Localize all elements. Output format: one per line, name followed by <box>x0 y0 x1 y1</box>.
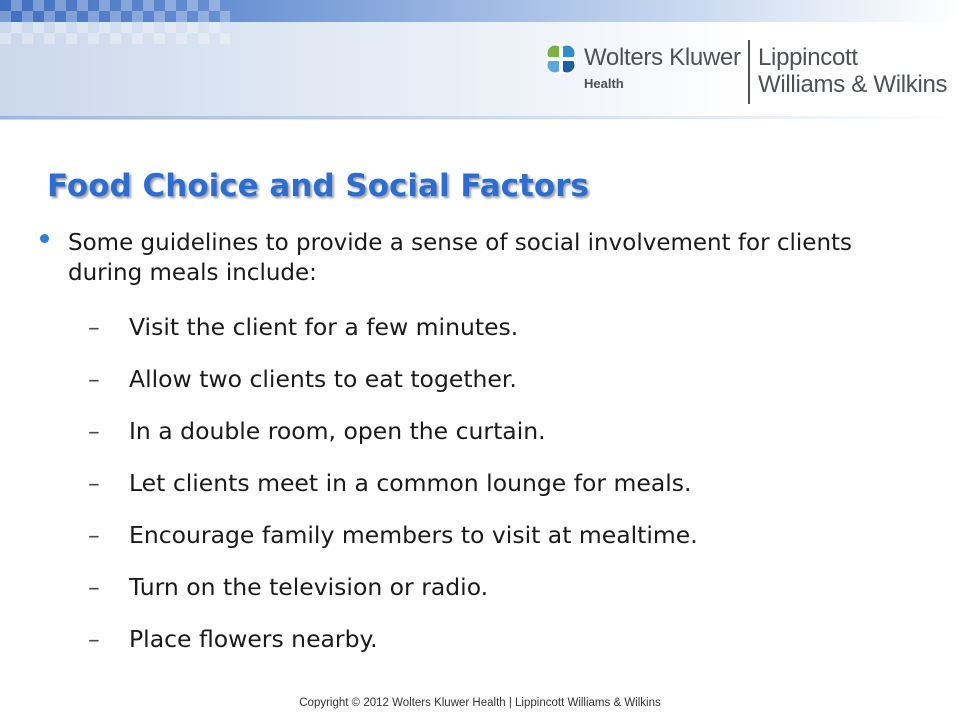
slide-title: Food Choice and Social Factors <box>47 168 589 204</box>
logo-imprint-line1: Lippincott <box>758 44 858 71</box>
logo-company-name: Wolters Kluwer <box>584 44 741 71</box>
logo-divider <box>748 40 750 104</box>
wolters-kluwer-logo-icon <box>544 42 578 76</box>
dash-marker: – <box>88 573 100 601</box>
logo-division: Health <box>584 76 624 91</box>
sub-bullet-text: Allow two clients to eat together. <box>129 365 517 393</box>
dash-marker: – <box>88 417 100 445</box>
main-bullet-text: Some guidelines to provide a sense of social involvement for clients during meals include: <box>68 230 853 286</box>
header-checker-pattern <box>0 0 230 44</box>
sub-bullet-text: Let clients meet in a common lounge for meals. <box>129 469 692 497</box>
dash-marker: – <box>88 625 100 653</box>
copyright-footer: Copyright © 2012 Wolters Kluwer Health | Lippincott Williams & Wilkins <box>299 697 661 709</box>
dash-marker: – <box>88 521 100 549</box>
header-banner <box>0 0 960 120</box>
sub-bullet-text: Encourage family members to visit at mealtime. <box>129 521 698 549</box>
logo-imprint-line2: Williams & Wilkins <box>758 71 948 98</box>
dash-marker: – <box>88 313 100 341</box>
bullet-dot-icon <box>40 234 49 243</box>
sub-bullet-text: In a double room, open the curtain. <box>129 417 546 445</box>
header-divider <box>0 116 960 119</box>
dash-marker: – <box>88 365 100 393</box>
sub-bullet-text: Turn on the television or radio. <box>129 573 489 601</box>
company-logo <box>544 40 954 104</box>
dash-marker: – <box>88 469 100 497</box>
sub-bullet-text: Visit the client for a few minutes. <box>129 313 519 341</box>
sub-bullet-text: Place flowers nearby. <box>129 625 378 653</box>
